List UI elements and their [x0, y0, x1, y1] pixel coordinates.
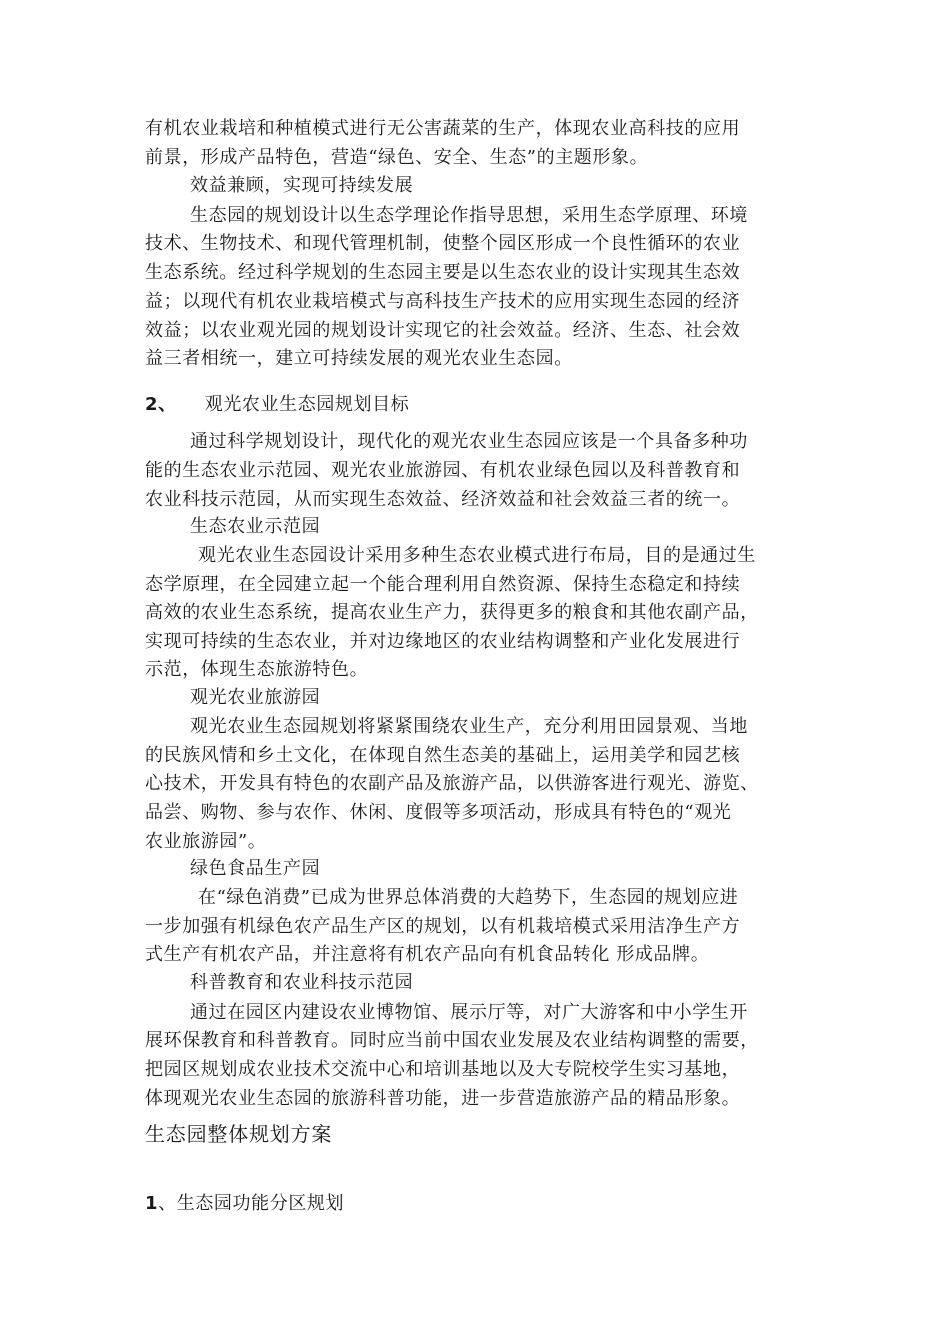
- section-heading-2: [145, 394, 409, 416]
- text-line: 态学原理，在全园建立起一个能合理利用自然资源、保持生态稳定和持续: [145, 574, 741, 595]
- text-line: 前景，形成产品特色，营造“绿色、安全、生态”的主题形象。: [145, 147, 649, 168]
- subheading-tourism: 观光农业旅游园: [190, 687, 321, 708]
- section-title: 、生态园功能分区规划: [158, 1193, 345, 1214]
- section-title: 观光农业生态园规划目标: [204, 394, 410, 415]
- text-line: 观光农业生态园设计采用多种生态农业模式进行布局，目的是通过生: [198, 545, 756, 566]
- text-line: 实现可持续的生态农业，并对边缘地区的农业结构调整和产业化发展进行: [145, 631, 741, 652]
- text-line: 高效的农业生态系统，提高农业生产力，获得更多的粮食和其他农副产品，: [145, 602, 759, 623]
- text-line: 品尝、购物、参与农作、休闲、度假等多项活动，形成具有特色的“观光: [145, 802, 732, 823]
- section-heading-1: [145, 1193, 344, 1215]
- section-number: 1: [145, 1193, 159, 1214]
- text-line: 把园区规划成农业技术交流中心和培训基地以及大专院校学生实习基地，: [145, 1059, 741, 1080]
- subheading-green-food: 绿色食品生产园: [190, 858, 321, 879]
- text-line: 益三者相统一，建立可持续发展的观光农业生态园。: [145, 348, 573, 369]
- text-line: 心技术，开发具有特色的农副产品及旅游产品，以供游客进行观光、游览、: [145, 773, 759, 794]
- section-number: 2、: [145, 394, 177, 415]
- text-line: 益；以现代有机农业栽培模式与高科技生产技术的应用实现生态园的经济: [145, 291, 741, 312]
- text-line: 观光农业生态园规划将紧紧围绕农业生产，充分利用田园景观、当地: [190, 716, 748, 737]
- text-line: 式生产有机农产品，并注意将有机农产品向有机食品转化 形成品牌。: [145, 944, 710, 965]
- text-line: 示范，体现生态旅游特色。: [145, 659, 369, 680]
- text-line: 通过科学规划设计，现代化的观光农业生态园应该是一个具备多种功: [190, 431, 748, 452]
- text-line: 效益；以农业观光园的规划设计实现它的社会效益。经济、生态、社会效: [145, 320, 741, 341]
- subheading-benefits: 效益兼顾，实现可持续发展: [190, 175, 414, 196]
- text-line: 体现观光农业生态园的旅游科普功能，进一步营造旅游产品的精品形象。: [145, 1088, 741, 1109]
- text-line: 有机农业栽培和种植模式进行无公害蔬菜的生产，体现农业高科技的应用: [145, 118, 741, 139]
- text-line: 农业科技示范园，从而实现生态效益、经济效益和社会效益三者的统一。: [145, 489, 741, 510]
- text-line: 通过在园区内建设农业博物馆、展示厅等，对广大游客和中小学生开: [190, 1002, 748, 1023]
- subheading-science: 科普教育和农业科技示范园: [190, 972, 414, 993]
- text-line: 在“绿色消费”已成为世界总体消费的大趋势下，生态园的规划应进: [198, 887, 739, 908]
- subheading-eco-demo: 生态农业示范园: [190, 516, 321, 537]
- text-line: 技术、生物技术、和现代管理机制，使整个园区形成一个良性循环的农业: [145, 233, 741, 254]
- text-line: 的民族风情和乡土文化，在体现自然生态美的基础上，运用美学和园艺核: [145, 745, 741, 766]
- chapter-heading: 生态园整体规划方案: [145, 1122, 333, 1146]
- text-line: 展环保教育和科普教育。同时应当前中国农业发展及农业结构调整的需要，: [145, 1030, 759, 1051]
- text-line: 能的生态农业示范园、观光农业旅游园、有机农业绿色园以及科普教育和: [145, 460, 741, 481]
- text-line: 生态系统。经过科学规划的生态园主要是以生态农业的设计实现其生态效: [145, 262, 741, 283]
- text-line: 生态园的规划设计以生态学理论作指导思想，采用生态学原理、环境: [190, 205, 748, 226]
- text-line: 农业旅游园”。: [145, 831, 267, 852]
- text-line: 一步加强有机绿色农产品生产区的规划，以有机栽培模式采用洁净生产方: [145, 916, 741, 937]
